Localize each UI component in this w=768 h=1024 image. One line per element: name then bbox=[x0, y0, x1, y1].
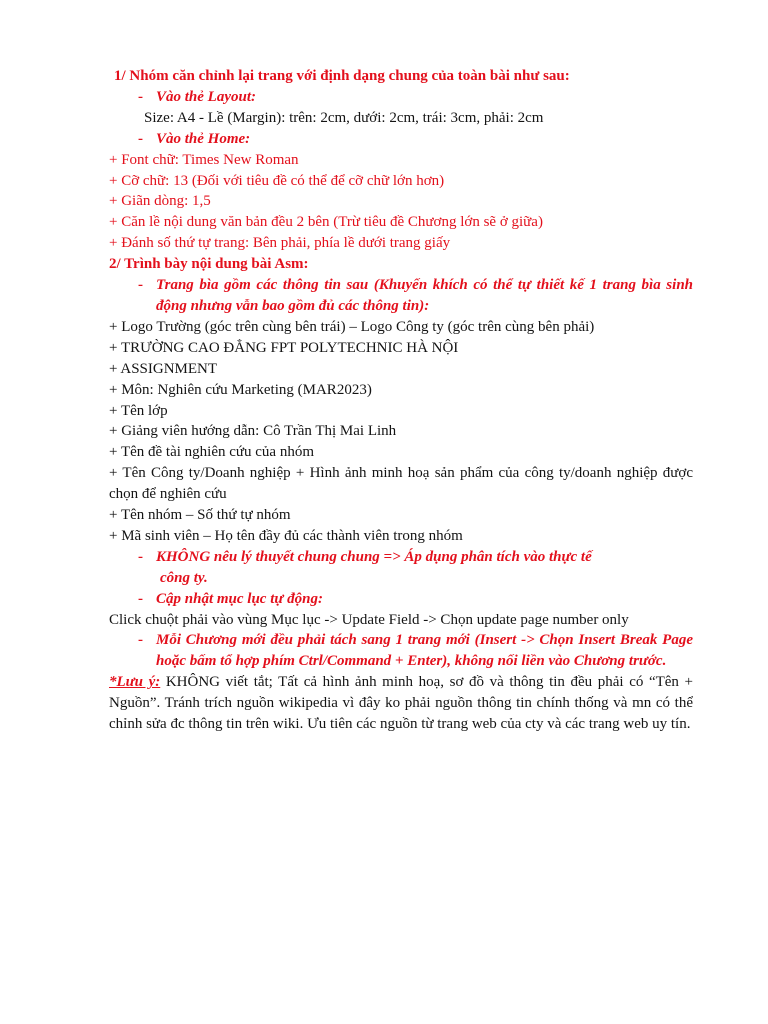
cover-bullet-text: Trang bìa gồm các thông tin sau (Khuyến khích có thể tự thiết kế 1 trang bìa sinh động nhưng vẫn bao gồm đủ các thông tin): bbox=[156, 277, 693, 314]
list-item: + Giảng viên hướng dẫn: Cô Trần Thị Mai Linh bbox=[109, 423, 397, 440]
toc-instruction: Click chuột phải vào vùng Mục lục -> Update Field -> Chọn update page number only bbox=[109, 611, 629, 628]
cover-bullet bbox=[109, 275, 693, 317]
list-item: + Tên nhóm – Số thứ tự nhóm bbox=[109, 507, 291, 524]
toc-bullet-text: Cập nhật mục lục tự động: bbox=[156, 590, 323, 607]
bullet-dash: - bbox=[138, 88, 143, 105]
layout-bullet-text: Vào thẻ Layout: bbox=[156, 88, 256, 105]
list-item: + Căn lề nội dung văn bản đều 2 bên (Trừ tiêu đề Chương lớn sẽ ở giữa) bbox=[109, 214, 543, 231]
home-bullet-text: Vào thẻ Home: bbox=[156, 130, 251, 147]
home-bullet bbox=[109, 129, 693, 150]
list-item: + Tên lớp bbox=[109, 402, 168, 419]
note-label: *Lưu ý: bbox=[109, 674, 161, 691]
section-1-heading: 1/ Nhóm căn chỉnh lại trang với định dạng chung của toàn bài như sau: bbox=[114, 68, 570, 84]
theory-bullet bbox=[109, 547, 693, 589]
bullet-dash: - bbox=[138, 277, 143, 294]
company-item: + Tên Công ty/Doanh nghiệp + Hình ảnh minh hoạ sản phẩm của công ty/doanh nghiệp được chọn để nghiên cứu bbox=[109, 465, 693, 503]
list-item: + Môn: Nghiên cứu Marketing (MAR2023) bbox=[109, 381, 372, 398]
theory-bullet-line-2: công ty. bbox=[160, 569, 208, 586]
list-item: + Tên đề tài nghiên cứu của nhóm bbox=[109, 444, 315, 461]
chapter-bullet-text: Mỗi Chương mới đều phải tách sang 1 trang mới (Insert -> Chọn Insert Break Page hoặc bấm tổ hợp phím Ctrl/Command + Enter), không nối liền vào Chương trước. bbox=[156, 632, 693, 670]
bullet-dash: - bbox=[138, 590, 143, 607]
list-item: + Logo Trường (góc trên cùng bên trái) – Logo Công ty (góc trên cùng bên phải) bbox=[109, 318, 595, 335]
document-page bbox=[109, 66, 693, 735]
toc-bullet bbox=[109, 589, 693, 610]
note-paragraph bbox=[109, 672, 693, 735]
section-2-heading: 2/ Trình bày nội dung bài Asm: bbox=[109, 256, 309, 273]
list-item: + Giãn dòng: 1,5 bbox=[109, 193, 211, 210]
list-item: + Cỡ chữ: 13 (Đối với tiêu đề có thể để cỡ chữ lớn hơn) bbox=[109, 172, 445, 189]
bullet-dash: - bbox=[138, 548, 143, 565]
list-item: + Font chữ: Times New Roman bbox=[109, 151, 299, 168]
chapter-bullet bbox=[109, 630, 693, 672]
bullet-dash: - bbox=[138, 130, 143, 147]
list-item: + Mã sinh viên – Họ tên đầy đủ các thành viên trong nhóm bbox=[109, 527, 463, 544]
list-item: + Đánh số thứ tự trang: Bên phải, phía lề dưới trang giấy bbox=[109, 235, 451, 252]
list-item: + ASSIGNMENT bbox=[109, 360, 218, 377]
list-item: + TRƯỜNG CAO ĐẲNG FPT POLYTECHNIC HÀ NỘI bbox=[109, 339, 459, 356]
layout-bullet bbox=[109, 87, 693, 108]
theory-bullet-line-1: KHÔNG nêu lý thuyết chung chung => Áp dụng phân tích vào thực tế bbox=[156, 548, 592, 565]
size-margin-line: Size: A4 - Lề (Margin): trên: 2cm, dưới: 2cm, trái: 3cm, phải: 2cm bbox=[144, 109, 544, 126]
bullet-dash: - bbox=[138, 632, 143, 649]
note-text: KHÔNG viết tắt; Tất cả hình ảnh minh hoạ, sơ đồ và thông tin đều phải có “Tên + Nguồn”. Tránh trích nguồn wikipedia vì đây ko phải nguồn thông tin chính thống và mn có thể chỉnh sửa đc thông tin trên wiki. Ưu tiên các nguồn từ trang web của cty và các trang web uy tín. bbox=[109, 674, 693, 733]
